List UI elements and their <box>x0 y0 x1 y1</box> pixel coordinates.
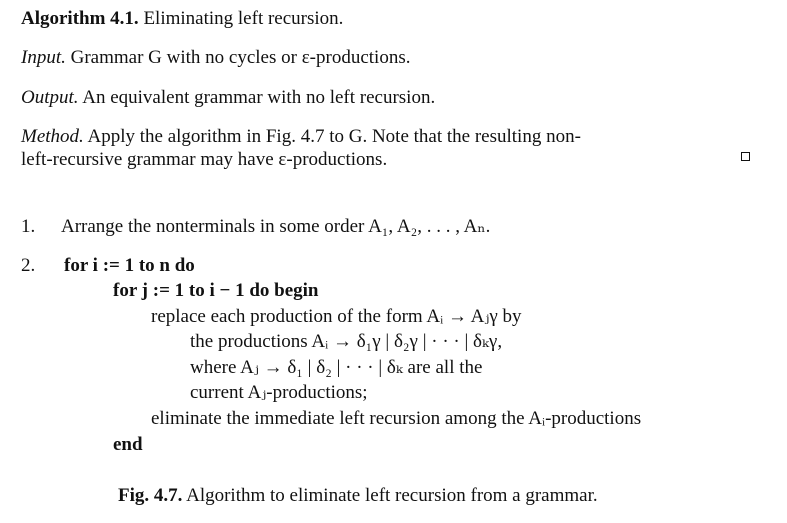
output-label: Output. <box>21 87 79 108</box>
method-text-2: left-recursive grammar may have ε-productions. <box>21 149 388 170</box>
method-line-2 <box>21 149 387 171</box>
algorithm-title: Eliminating left recursion. <box>143 8 344 29</box>
input-text: Grammar G with no cycles or ε-productions. <box>70 47 411 68</box>
figure-caption-text: Algorithm to eliminate left recursion from a grammar. <box>186 485 598 506</box>
figure-label: Fig. 4.7. <box>118 485 183 506</box>
algorithm-heading: Algorithm 4.1. <box>21 8 139 29</box>
input-label: Input. <box>21 47 66 68</box>
eliminate-line: eliminate the immediate left recursion among the Aᵢ-productions <box>151 408 642 429</box>
end-of-proof-box-icon <box>741 152 750 161</box>
productions-line: the productions Aᵢ → δ₁γ | δ₂γ | · · · | δₖγ, <box>190 331 503 352</box>
replace-line: replace each production of the form Aᵢ → Aⱼγ by <box>151 306 522 327</box>
end-line: end <box>113 434 143 455</box>
step-1-text: Arrange the nonterminals in some order A₁, A₂, . . . , Aₙ. <box>61 216 491 237</box>
for-i-line: for i := 1 to n do <box>64 255 195 276</box>
figure-caption <box>118 485 598 507</box>
output-line <box>21 87 435 109</box>
for-j-line: for j := 1 to i − 1 do begin <box>113 280 319 301</box>
method-line-1 <box>21 126 581 148</box>
algorithm-title-line <box>21 8 343 30</box>
step-2-number: 2. <box>21 255 36 276</box>
output-text: An equivalent grammar with no left recursion. <box>82 87 436 108</box>
step-1-number: 1. <box>21 216 36 237</box>
where-line: where Aⱼ → δ₁ | δ₂ | · · · | δₖ are all the <box>190 357 483 378</box>
method-text-1: Apply the algorithm in Fig. 4.7 to G. Note that the resulting non- <box>87 126 581 147</box>
method-label: Method. <box>21 126 84 147</box>
input-line <box>21 47 410 69</box>
current-productions-line: current Aⱼ-productions; <box>190 382 368 403</box>
